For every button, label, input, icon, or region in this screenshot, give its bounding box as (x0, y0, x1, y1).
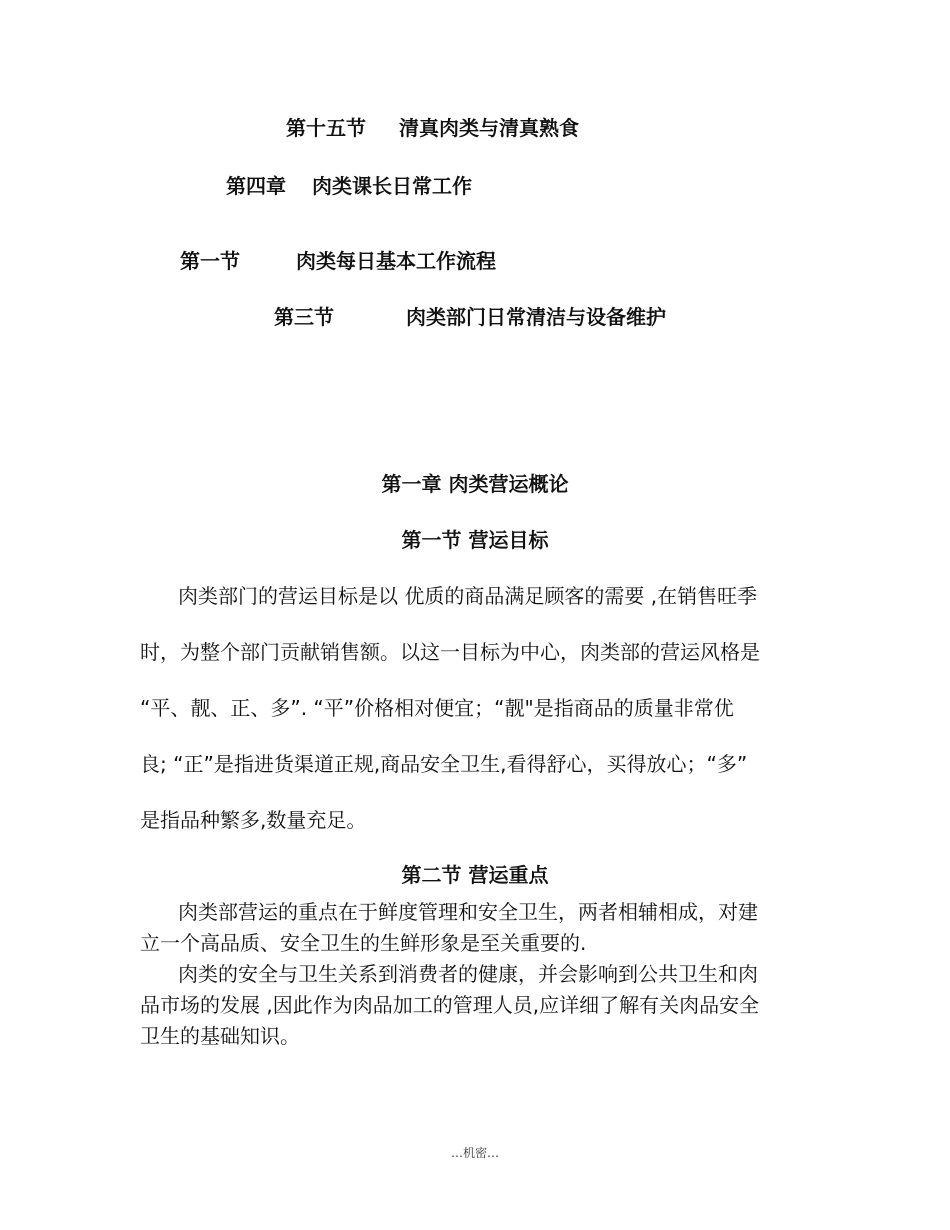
section1-paragraph (140, 568, 812, 848)
paragraph-line: 时，为整个部门贡献销售额。以这一目标为中心，肉类部的营运风格是 (140, 640, 760, 664)
toc-entry (286, 115, 579, 141)
toc-entry (274, 304, 666, 330)
paragraph-line: “平、靓、正、多”. “平”价格相对便宜；“靓"是指商品的质量非常优 (140, 696, 734, 720)
toc-number: 第三节 (274, 305, 334, 329)
paragraph-line: 肉类部营运的重点在于鲜度管理和安全卫生，两者相辅相成，对建 (178, 900, 758, 924)
paragraph-line: 卫生的基础知识。 (140, 1024, 300, 1048)
toc-entry (226, 173, 472, 199)
toc-title: 肉类部门日常清洁与设备维护 (406, 305, 666, 329)
paragraph-line: 良; “正”是指进货渠道正规,商品安全卫生,看得舒心，买得放心；“多” (140, 752, 748, 776)
toc-entry (180, 248, 496, 274)
paragraph-line: 立一个高品质、安全卫生的生鲜形象是至关重要的. (140, 931, 587, 955)
paragraph-line: 肉类的安全与卫生关系到消费者的健康，并会影响到公共卫生和肉 (178, 962, 758, 986)
section-title: 第一节 营运目标 (401, 528, 549, 552)
toc-number: 第四章 (226, 174, 286, 198)
toc-title: 肉类课长日常工作 (312, 174, 472, 198)
chapter-title: 第一章 肉类营运概论 (381, 472, 569, 496)
toc-number: 第一节 (180, 249, 240, 273)
section-title: 第二节 营运重点 (401, 863, 549, 887)
paragraph-line: 品市场的发展 ,因此作为肉品加工的管理人员,应详细了解有关肉品安全 (140, 993, 760, 1017)
paragraph-line: 肉类部门的营运目标是以 优质的商品满足顾客的需要 ,在销售旺季 (178, 584, 758, 608)
toc-title: 清真肉类与清真熟食 (399, 116, 579, 140)
paragraph-line: 是指品种繁多,数量充足。 (140, 808, 367, 832)
toc-number: 第十五节 (286, 116, 366, 140)
section2-paragraph (140, 897, 812, 1052)
page-footer: …机密… (450, 1146, 499, 1160)
toc-title: 肉类每日基本工作流程 (296, 249, 496, 273)
